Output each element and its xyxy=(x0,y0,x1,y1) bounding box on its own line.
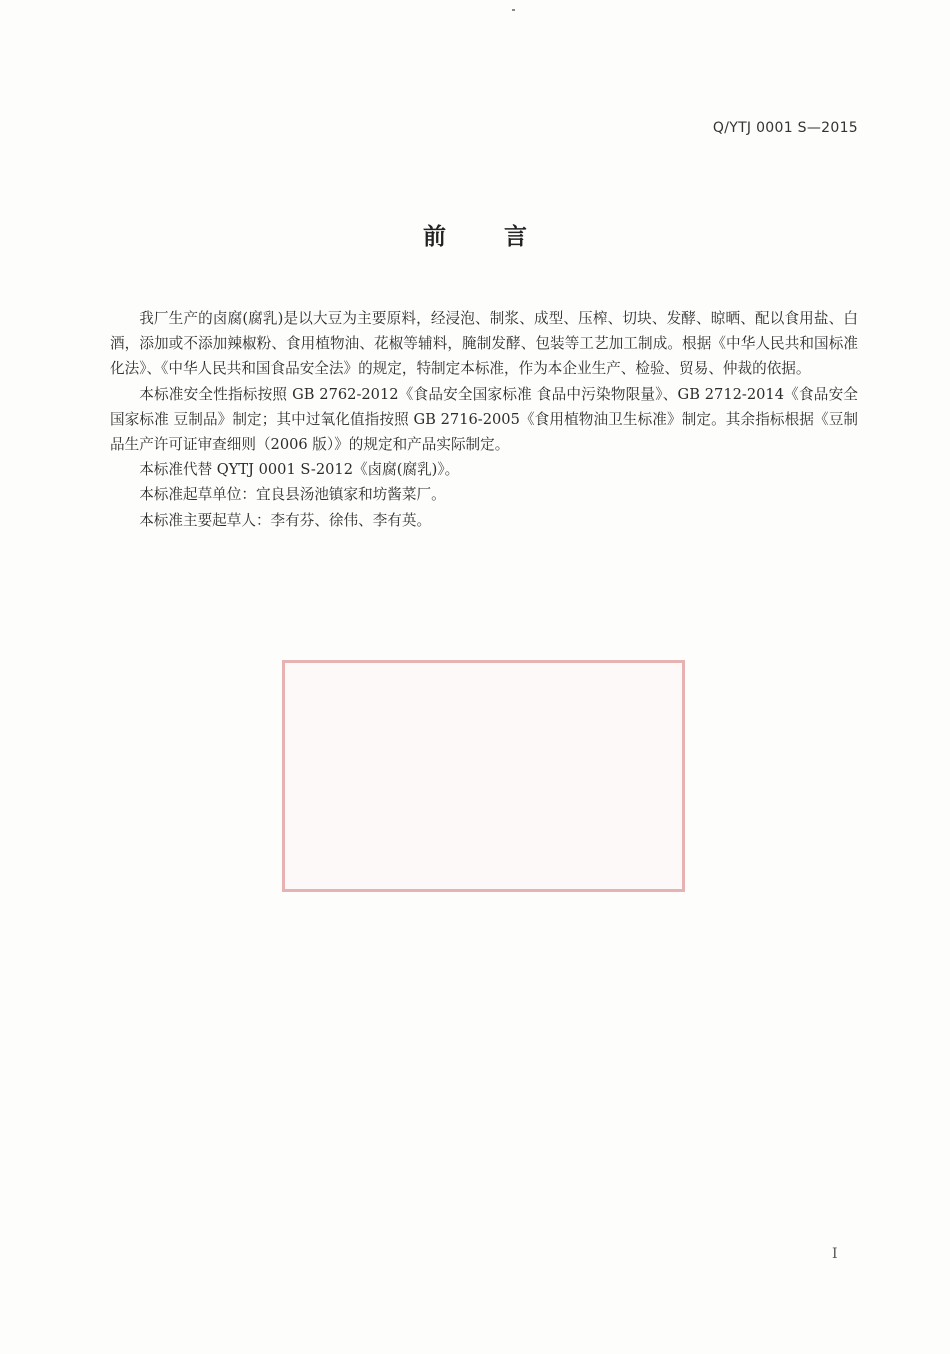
scan-artifact xyxy=(512,9,515,11)
foreword-body xyxy=(110,306,858,533)
title-char-1: 前 xyxy=(423,224,446,250)
paragraph-drafting-unit: 本标准起草单位：宜良县汤池镇家和坊酱菜厂。 xyxy=(139,486,446,504)
title-char-2: 言 xyxy=(504,224,527,250)
filing-stamp xyxy=(282,660,685,892)
page-title xyxy=(0,218,950,251)
paragraph-drafters: 本标准主要起草人：李有芬、徐伟、李有英。 xyxy=(139,511,432,529)
paragraph-safety-indicators: 本标准安全性指标按照 GB 2762-2012《食品安全国家标准 食品中污染物限量》、GB 2712-2014《食品安全国家标准 豆制品》制定；其中过氧化值指按照 GB 2716-2005《食用植物油卫生标准》制定。其余指标根据《豆制品生产许可证审查细则（2006 版）》的规定和产品实际制定。 xyxy=(110,385,858,454)
paragraph-scope: 我厂生产的卤腐(腐乳)是以大豆为主要原料，经浸泡、制浆、成型、压榨、切块、发酵、晾晒、配以食用盐、白酒，添加或不添加辣椒粉、食用植物油、花椒等辅料，腌制发酵、包装等工艺加工制成。根据《中华人民共和国标准化法》、《中华人民共和国食品安全法》的规定，特制定本标准，作为本企业生产、检验、贸易、仲裁的依据。 xyxy=(110,310,858,378)
document-code: Q/YTJ 0001 S—2015 xyxy=(712,120,858,136)
paragraph-replaces: 本标准代替 QYTJ 0001 S-2012《卤腐(腐乳)》。 xyxy=(139,461,460,479)
page-number: I xyxy=(832,1246,838,1262)
